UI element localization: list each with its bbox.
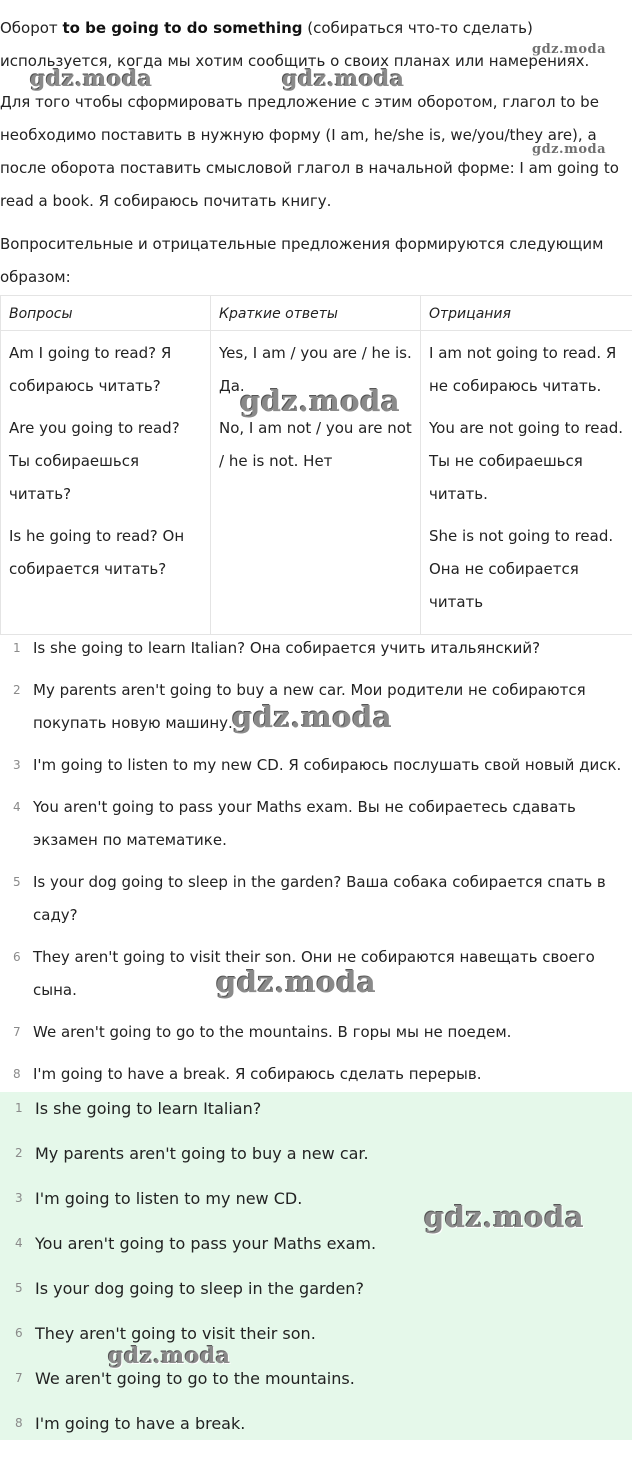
list-item xyxy=(0,1272,632,1317)
list-item xyxy=(0,674,632,740)
item-number: 3 xyxy=(13,758,21,772)
item-text: We aren't going to go to the mountains. xyxy=(35,1369,355,1388)
item-text: They aren't going to visit their son. Они не собираются навещать своего сына. xyxy=(33,948,595,999)
list-item xyxy=(0,1227,632,1272)
list-item xyxy=(0,632,632,665)
short-answers-cell xyxy=(211,331,421,635)
item-number: 6 xyxy=(13,950,21,964)
item-text: Is your dog going to sleep in the garden? Ваша собака собирается спать в саду? xyxy=(33,873,606,924)
item-text: They aren't going to visit their son. xyxy=(35,1324,316,1343)
watermark: gdz.moda xyxy=(108,1343,231,1369)
answers-list xyxy=(0,632,632,1100)
watermark: gdz.moda xyxy=(532,142,607,157)
list-item xyxy=(0,1016,632,1049)
watermark: gdz.moda xyxy=(424,1200,585,1234)
negation-entry: I am not going to read. Я не собираюсь читать. xyxy=(429,344,617,395)
header-short-answers: Краткие ответы xyxy=(211,296,421,331)
item-text: We aren't going to go to the mountains. В горы мы не поедем. xyxy=(33,1023,512,1041)
item-number: 5 xyxy=(13,875,21,889)
short-answer-entry: Yes, I am / you are / he is. Да. xyxy=(219,344,412,395)
list-item xyxy=(0,1362,632,1407)
header-questions: Вопросы xyxy=(1,296,211,331)
item-number: 6 xyxy=(15,1326,23,1340)
grammar-table xyxy=(0,295,632,635)
negation-entry: She is not going to read. Она не собирается читать xyxy=(429,527,614,611)
list-item xyxy=(0,1092,632,1137)
item-number: 8 xyxy=(15,1416,23,1430)
watermark: gdz.moda xyxy=(232,700,393,734)
item-text: I'm going to listen to my new CD. Я собираюсь послушать свой новый диск. xyxy=(33,756,622,774)
item-text: I'm going to have a break. xyxy=(35,1414,246,1433)
list-item xyxy=(0,866,632,932)
list-item xyxy=(0,1317,632,1362)
intro-paragraph-3: Вопросительные и отрицательные предложения формируются следующим образом: xyxy=(0,235,604,286)
item-number: 8 xyxy=(13,1067,21,1081)
short-answer-entry: No, I am not / you are not / he is not. Нет xyxy=(219,419,412,470)
list-item xyxy=(0,749,632,782)
question-entry: Is he going to read? Он собирается читать? xyxy=(9,527,185,578)
list-item xyxy=(0,1182,632,1227)
item-text: You aren't going to pass your Maths exam. xyxy=(35,1234,377,1253)
questions-cell xyxy=(1,331,211,635)
list-item xyxy=(0,1407,632,1452)
item-number: 1 xyxy=(15,1101,23,1115)
list-item xyxy=(0,1058,632,1091)
watermark: gdz.moda xyxy=(30,66,153,92)
item-text: I'm going to listen to my new CD. xyxy=(35,1189,303,1208)
item-text: Is your dog going to sleep in the garden? xyxy=(35,1279,364,1298)
table-row xyxy=(1,331,632,635)
answer-block xyxy=(0,1092,632,1440)
item-number: 1 xyxy=(13,641,21,655)
watermark: gdz.moda xyxy=(240,384,401,418)
intro-bold-phrase: to be going to do something xyxy=(62,19,303,37)
header-negations: Отрицания xyxy=(421,296,632,331)
intro-text: (собираться что-то сделать) используется, когда мы хотим сообщить о своих планах или намерениях. xyxy=(0,19,590,70)
negations-cell xyxy=(421,331,632,635)
question-entry: Are you going to read? Ты собираешься читать? xyxy=(9,419,180,503)
item-number: 4 xyxy=(13,800,21,814)
item-text: Is she going to learn Italian? Она собирается учить итальянский? xyxy=(33,639,541,657)
list-item xyxy=(0,1137,632,1182)
negation-entry: You are not going to read. Ты не собираешься читать. xyxy=(429,419,624,503)
item-number: 4 xyxy=(15,1236,23,1250)
item-text: I'm going to have a break. Я собираюсь сделать перерыв. xyxy=(33,1065,482,1083)
intro-paragraph-2: Для того чтобы сформировать предложение с этим оборотом, глагол to be необходимо поставить в нужную форму (I am, he/she is, we/you/they are), а после оборота поставить смысловой глагол в начальной форме: I am going to read a book. Я собираюсь почитать книгу. xyxy=(0,93,619,210)
item-text: My parents aren't going to buy a new car. xyxy=(35,1144,369,1163)
item-number: 2 xyxy=(15,1146,23,1160)
watermark: gdz.moda xyxy=(216,965,377,999)
item-number: 7 xyxy=(15,1371,23,1385)
item-number: 5 xyxy=(15,1281,23,1295)
item-text: My parents aren't going to buy a new car. Мои родители не собираются покупать новую машину. xyxy=(33,681,586,732)
item-number: 3 xyxy=(15,1191,23,1205)
green-answers-list xyxy=(0,1092,632,1452)
intro-text: Оборот xyxy=(0,19,63,37)
watermark: gdz.moda xyxy=(282,66,405,92)
item-number: 2 xyxy=(13,683,21,697)
watermark: gdz.moda xyxy=(532,42,607,57)
list-item xyxy=(0,791,632,857)
item-text: You aren't going to pass your Maths exam. Вы не собираетесь сдавать экзамен по математике. xyxy=(33,798,576,849)
table-header-row xyxy=(1,296,632,331)
list-item xyxy=(0,941,632,1007)
question-entry: Am I going to read? Я собираюсь читать? xyxy=(9,344,172,395)
item-text: Is she going to learn Italian? xyxy=(35,1099,262,1118)
item-number: 7 xyxy=(13,1025,21,1039)
intro-paragraph-1 xyxy=(0,12,630,78)
